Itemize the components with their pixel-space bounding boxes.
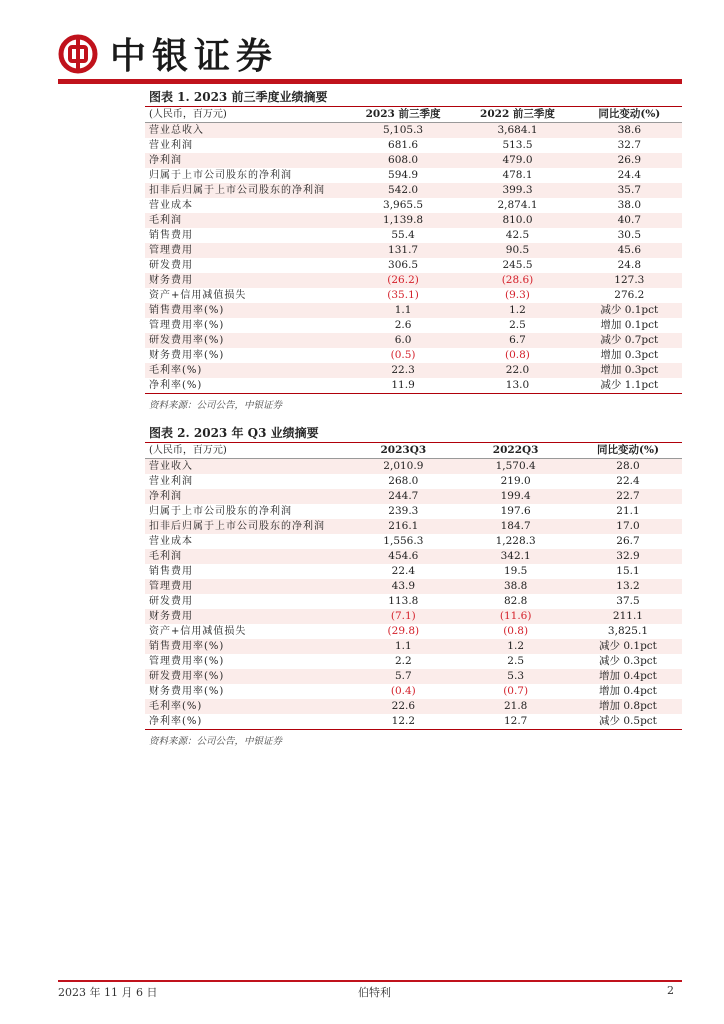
table-cell: 306.5 xyxy=(388,259,419,271)
table-row xyxy=(145,534,682,549)
table-cell: 2,874.1 xyxy=(497,199,538,211)
row-label: 净利率(%) xyxy=(149,380,203,391)
row-label: 管理费用率(%) xyxy=(149,320,225,331)
table-cell: 增加 0.8pct xyxy=(574,699,682,714)
table-row xyxy=(145,579,682,594)
table-cell: 3,825.1 xyxy=(607,625,648,637)
table-cell: 2.5 xyxy=(507,655,524,667)
table-cell: (29.8) xyxy=(387,625,420,637)
table-cell: 1.1 xyxy=(349,639,457,654)
table-row xyxy=(145,669,682,684)
table-row xyxy=(145,138,682,153)
table-cell: (0.4) xyxy=(390,685,416,697)
table-cell: 21.8 xyxy=(457,699,574,714)
table-row xyxy=(145,654,682,669)
table-cell: 减少 0.1pct xyxy=(577,303,682,318)
table-cell: 2.5 xyxy=(509,319,526,331)
table-cell: (11.6) xyxy=(457,609,574,624)
row-label: 研发费用率(%) xyxy=(145,333,348,348)
row-label: 营业成本 xyxy=(149,200,193,211)
table-cell: 15.1 xyxy=(616,565,640,577)
row-label: 管理费用率(%) xyxy=(149,656,225,667)
table2-col-yoy: 同比变动(%) xyxy=(574,443,682,459)
table-cell: 22.6 xyxy=(349,699,457,714)
table-cell: 3,965.5 xyxy=(383,199,424,211)
table1 xyxy=(145,107,682,393)
page-header xyxy=(58,30,668,80)
row-label: 净利润 xyxy=(145,489,349,504)
table-row xyxy=(145,714,682,729)
table-cell: 22.0 xyxy=(458,363,576,378)
row-label: 净利润 xyxy=(145,153,348,168)
table-cell: 减少 0.5pct xyxy=(599,715,657,727)
row-label: 销售费用率(%) xyxy=(145,639,349,654)
table-row xyxy=(145,459,682,475)
row-label: 资产+信用减值损失 xyxy=(149,626,247,637)
table-cell: 5,105.3 xyxy=(348,123,458,139)
row-label: 财务费用 xyxy=(145,609,349,624)
table-cell: 3,684.1 xyxy=(458,123,576,139)
row-label: 营业利润 xyxy=(149,476,193,487)
table-row xyxy=(145,198,682,213)
table-row xyxy=(145,378,682,393)
table-row xyxy=(145,489,682,504)
table-cell: 32.7 xyxy=(617,139,642,151)
table-cell: 399.3 xyxy=(458,183,576,198)
table1-source: 资料来源：公司公告，中银证券 xyxy=(149,400,283,411)
row-label: 营业收入 xyxy=(145,459,349,475)
table1-bottom-rule xyxy=(145,393,682,394)
table-cell: 13.0 xyxy=(505,379,530,391)
row-label: 财务费用 xyxy=(145,273,348,288)
table-cell: (28.6) xyxy=(458,273,576,288)
table-cell: 减少 0.3pct xyxy=(599,655,657,667)
table2-bottom-rule xyxy=(145,729,682,730)
row-label: 营业总收入 xyxy=(145,123,348,139)
table-cell: 239.3 xyxy=(388,505,419,517)
table2-col-2023q3: 2023Q3 xyxy=(349,443,457,459)
table-row xyxy=(145,363,682,378)
table-cell: (0.7) xyxy=(503,685,529,697)
table-cell: 113.8 xyxy=(388,595,419,607)
table-cell: 增加 0.1pct xyxy=(600,319,659,331)
row-label: 销售费用 xyxy=(149,566,193,577)
table-cell: 13.2 xyxy=(574,579,682,594)
table-row xyxy=(145,273,682,288)
table-row xyxy=(145,684,682,699)
table-cell: 38.0 xyxy=(617,199,642,211)
table-cell: 28.0 xyxy=(574,459,682,475)
table-row xyxy=(145,519,682,534)
table-cell: 55.4 xyxy=(391,229,415,241)
table2-header-row xyxy=(145,443,682,459)
table-cell: 增加 0.3pct xyxy=(577,363,682,378)
row-label: 销售费用率(%) xyxy=(145,303,348,318)
table-cell: 244.7 xyxy=(349,489,457,504)
table2 xyxy=(145,443,682,729)
table-cell: 90.5 xyxy=(458,243,576,258)
table-cell: 216.1 xyxy=(349,519,457,534)
table-row xyxy=(145,624,682,639)
table-row xyxy=(145,594,682,609)
table-cell: 43.9 xyxy=(349,579,457,594)
table-row xyxy=(145,183,682,198)
row-label: 资产+信用减值损失 xyxy=(149,290,247,301)
table-cell: 82.8 xyxy=(503,595,528,607)
table-cell: 22.4 xyxy=(391,565,416,577)
table-cell: 542.0 xyxy=(348,183,458,198)
table-cell: 608.0 xyxy=(348,153,458,168)
row-label: 毛利润 xyxy=(145,213,348,228)
row-label: 营业利润 xyxy=(149,140,193,151)
table-cell: 2.6 xyxy=(394,319,412,331)
row-label: 扣非后归属于上市公司股东的净利润 xyxy=(145,183,348,198)
footer-company: 伯特利 xyxy=(358,986,391,999)
table-row xyxy=(145,258,682,273)
table1-section xyxy=(145,88,682,411)
table-cell: 45.6 xyxy=(577,243,682,258)
table-cell: 24.8 xyxy=(617,259,642,271)
table-cell: 268.0 xyxy=(388,475,419,487)
row-label: 净利率(%) xyxy=(149,716,203,727)
table-cell: 22.4 xyxy=(616,475,640,487)
row-label: 销售费用 xyxy=(149,230,193,241)
table-row xyxy=(145,639,682,654)
table-cell: 184.7 xyxy=(457,519,574,534)
table2-col-2022q3: 2022Q3 xyxy=(457,443,574,459)
table-cell: 增加 0.3pct xyxy=(600,349,659,361)
table-row xyxy=(145,303,682,318)
table2-source: 资料来源：公司公告，中银证券 xyxy=(149,736,283,747)
table-cell: (35.1) xyxy=(387,289,419,301)
table-cell: 1,228.3 xyxy=(495,535,536,547)
table-cell: 1,570.4 xyxy=(457,459,574,475)
table-cell: 38.8 xyxy=(457,579,574,594)
table-cell: (0.8) xyxy=(505,349,530,361)
table1-col-label: (人民币，百万元) xyxy=(145,107,348,123)
table-cell: 1,556.3 xyxy=(383,535,424,547)
table1-col-2023: 2023 前三季度 xyxy=(348,107,458,123)
table-cell: 454.6 xyxy=(349,549,457,564)
table-cell: 1.2 xyxy=(457,639,574,654)
table-cell: 12.2 xyxy=(391,715,416,727)
table-row xyxy=(145,318,682,333)
table-row xyxy=(145,333,682,348)
table1-title: 图表 1. 2023 前三季度业绩摘要 xyxy=(145,88,682,107)
table-cell: 24.4 xyxy=(617,169,642,181)
row-label: 研发费用 xyxy=(149,260,193,271)
table-cell: 479.0 xyxy=(458,153,576,168)
table-cell: 211.1 xyxy=(574,609,682,624)
table2-section xyxy=(145,424,682,747)
table-cell: 5.3 xyxy=(457,669,574,684)
table-cell: 35.7 xyxy=(577,183,682,198)
table-cell: 26.7 xyxy=(616,535,640,547)
table-row xyxy=(145,549,682,564)
table-cell: (9.3) xyxy=(505,289,530,301)
table-cell: 810.0 xyxy=(458,213,576,228)
table1-col-2022: 2022 前三季度 xyxy=(458,107,576,123)
table-cell: 127.3 xyxy=(577,273,682,288)
row-label: 毛利率(%) xyxy=(145,363,348,378)
table-cell: 478.1 xyxy=(502,169,533,181)
table-cell: (0.8) xyxy=(503,625,529,637)
row-label: 毛利率(%) xyxy=(145,699,349,714)
row-label: 财务费用率(%) xyxy=(149,350,225,361)
row-label: 归属于上市公司股东的净利润 xyxy=(149,170,292,181)
table-cell: 增加 0.4pct xyxy=(599,685,657,697)
table-row xyxy=(145,504,682,519)
table-cell: 减少 0.7pct xyxy=(577,333,682,348)
table-row xyxy=(145,609,682,624)
row-label: 研发费用率(%) xyxy=(145,669,349,684)
table-cell: 32.9 xyxy=(574,549,682,564)
table-cell: 40.7 xyxy=(577,213,682,228)
table-cell: 22.3 xyxy=(348,363,458,378)
table-cell: 1.1 xyxy=(348,303,458,318)
table-row xyxy=(145,474,682,489)
table2-col-label: (人民币，百万元) xyxy=(145,443,349,459)
table1-header-row xyxy=(145,107,682,123)
table-cell: 21.1 xyxy=(616,505,640,517)
row-label: 扣非后归属于上市公司股东的净利润 xyxy=(145,519,349,534)
table1-col-yoy: 同比变动(%) xyxy=(577,107,682,123)
footer-date: 2023 年 11 月 6 日 xyxy=(58,986,158,999)
table-cell: 38.6 xyxy=(577,123,682,139)
table-cell: 219.0 xyxy=(500,475,531,487)
table-cell: 减少 0.1pct xyxy=(574,639,682,654)
table-cell: 5.7 xyxy=(349,669,457,684)
table-row xyxy=(145,228,682,243)
table-cell: 30.5 xyxy=(617,229,642,241)
table-cell: 2.2 xyxy=(394,655,412,667)
table-cell: (26.2) xyxy=(348,273,458,288)
table-row xyxy=(145,348,682,363)
table-cell: 245.5 xyxy=(502,259,533,271)
table-cell: 11.9 xyxy=(391,379,415,391)
header-rule xyxy=(58,79,682,84)
table2-title: 图表 2. 2023 年 Q3 业绩摘要 xyxy=(145,424,682,443)
table-cell: 减少 1.1pct xyxy=(600,379,659,391)
footer-rule xyxy=(58,980,682,982)
table-cell: 199.4 xyxy=(457,489,574,504)
table-cell: 42.5 xyxy=(505,229,530,241)
table-cell: 594.9 xyxy=(388,169,419,181)
row-label: 归属于上市公司股东的净利润 xyxy=(149,506,292,517)
row-label: 管理费用 xyxy=(145,579,349,594)
bank-of-china-logo-icon xyxy=(58,34,98,74)
table-row xyxy=(145,168,682,183)
table-cell: 1.2 xyxy=(458,303,576,318)
table-cell: 681.6 xyxy=(388,139,419,151)
table-cell: (0.5) xyxy=(390,349,416,361)
page-number: 2 xyxy=(667,984,674,997)
table-cell: 1,139.8 xyxy=(348,213,458,228)
table-cell: 513.5 xyxy=(502,139,533,151)
table-row xyxy=(145,699,682,714)
table-row xyxy=(145,288,682,303)
table-cell: 342.1 xyxy=(457,549,574,564)
row-label: 管理费用 xyxy=(145,243,348,258)
table-cell: 197.6 xyxy=(500,505,531,517)
table-cell: 2,010.9 xyxy=(349,459,457,475)
table-cell: 37.5 xyxy=(616,595,640,607)
table-cell: 6.7 xyxy=(458,333,576,348)
table-row xyxy=(145,123,682,139)
table-cell: (7.1) xyxy=(349,609,457,624)
table-row xyxy=(145,213,682,228)
table-cell: 22.7 xyxy=(574,489,682,504)
table-cell: 17.0 xyxy=(574,519,682,534)
table-cell: 6.0 xyxy=(348,333,458,348)
row-label: 营业成本 xyxy=(149,536,193,547)
row-label: 研发费用 xyxy=(149,596,193,607)
table-cell: 276.2 xyxy=(614,289,645,301)
row-label: 财务费用率(%) xyxy=(149,686,225,697)
table-row xyxy=(145,153,682,168)
brand-name: 中银证券 xyxy=(110,35,279,77)
row-label: 毛利润 xyxy=(145,549,349,564)
table-cell: 12.7 xyxy=(503,715,528,727)
table-cell: 增加 0.4pct xyxy=(574,669,682,684)
table-cell: 26.9 xyxy=(577,153,682,168)
table-cell: 131.7 xyxy=(348,243,458,258)
table-cell: 19.5 xyxy=(503,565,528,577)
table-row xyxy=(145,564,682,579)
table-row xyxy=(145,243,682,258)
